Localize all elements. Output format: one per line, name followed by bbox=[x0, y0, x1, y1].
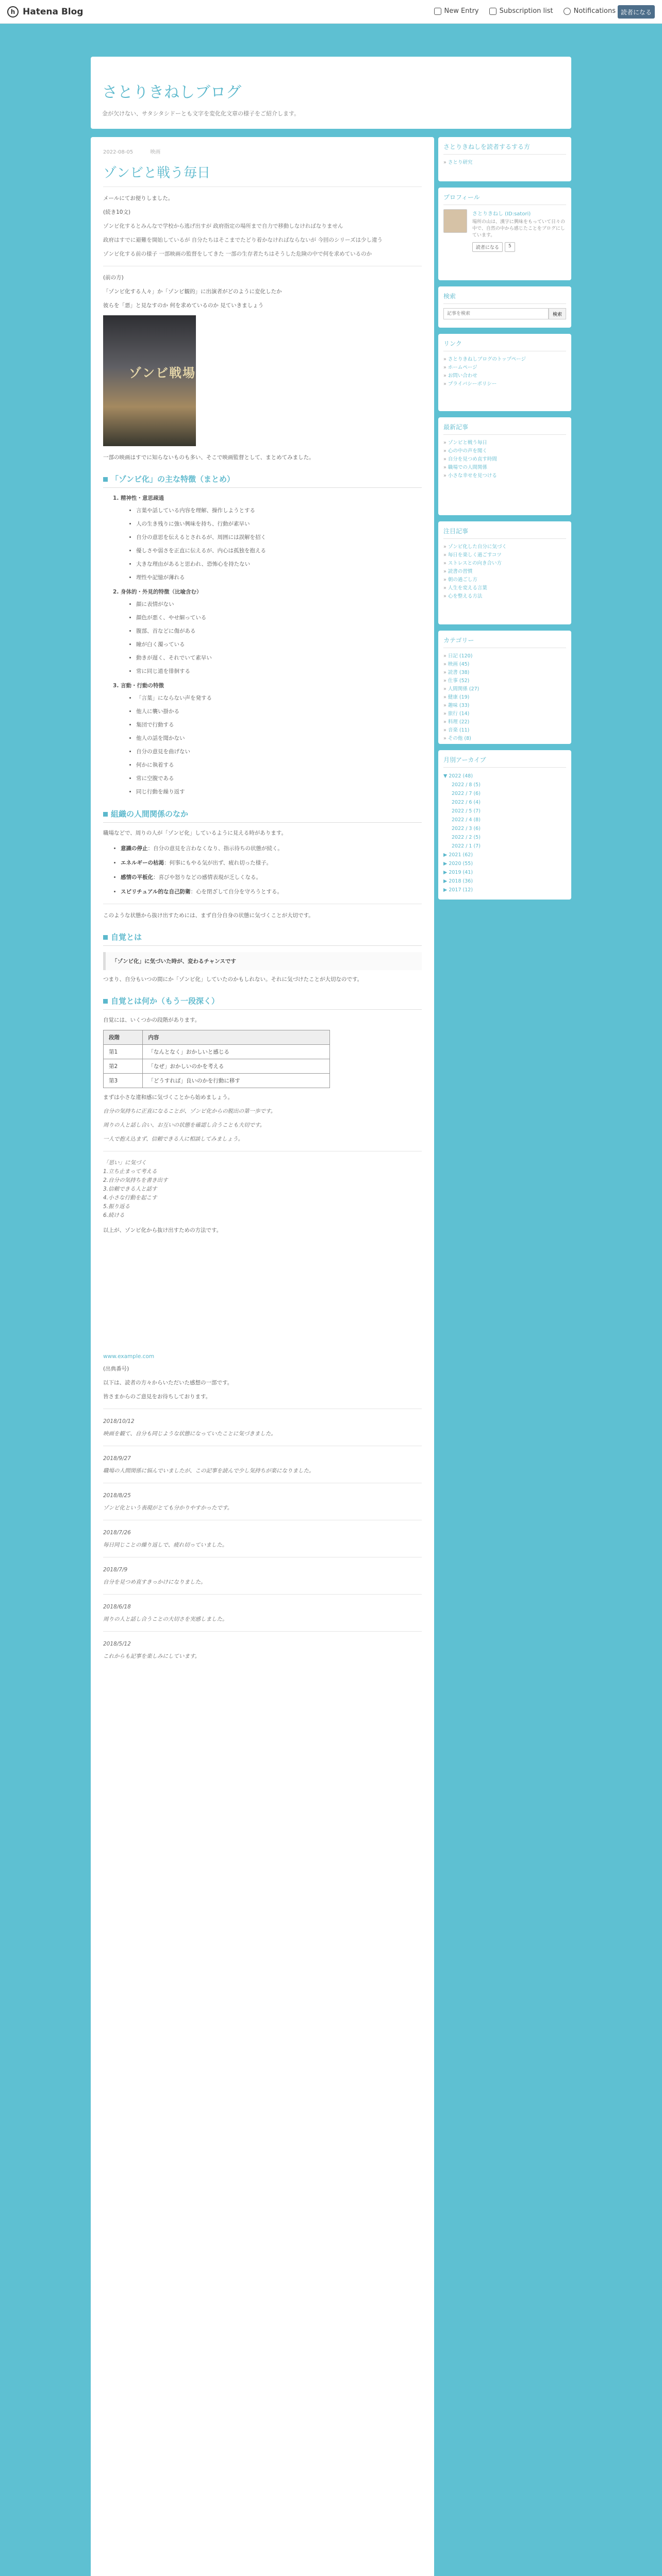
pencil-icon bbox=[434, 8, 441, 15]
list-item: • 理性や記憶が薄れる bbox=[136, 573, 422, 583]
dated-note: 2018/7/26 毎日同じことの繰り返しで、疲れ切っていました。 bbox=[103, 1530, 228, 1548]
list-item: 「思い」に気づく bbox=[103, 1160, 146, 1166]
section-heading: 自覚とは何か（もう一段深く） bbox=[103, 995, 422, 1010]
archive-month[interactable]: 2022 / 8 (5) bbox=[452, 782, 481, 788]
recent-entry-link[interactable]: » 職場での人間関係 bbox=[443, 464, 566, 472]
archive-year[interactable]: ▶ 2018 (36) bbox=[443, 878, 473, 884]
section-heading: 自覚とは bbox=[103, 931, 422, 946]
entry-article bbox=[91, 137, 434, 2576]
feature-group: 1. 精神性・意思疎通 • 言葉や話している内容を理解、操作しようとする • 人の生き残りに強い興味を持ち、行動が素早い • 自分の意思を伝えるとされるが、周囲には誤解を招く • 優しさや弱さを正直に伝えるが、内心は孤独を抱える • 大きな理由があると思われ、恐怖心を持たない • 理性や記憶が薄れる bbox=[121, 494, 422, 583]
module-heading: 検索 bbox=[443, 292, 566, 304]
list-item: • 同じ行動を繰り返す bbox=[136, 787, 422, 797]
section-para: 周りの人と話し合い、お互いの状態を確認し合うことも大切です。 bbox=[103, 1122, 266, 1128]
archive-year[interactable]: ▼ 2022 (48) bbox=[443, 773, 473, 779]
blog-description: 金が欠けない、サタシタシドーとも文字を変化化文章の様子をご紹介します。 bbox=[102, 110, 300, 117]
section-para: 職場などで、周りの人が「ゾンビ化」しているように見える時があります。 bbox=[103, 830, 287, 836]
intro-para: メールにてお便りしました。 bbox=[103, 195, 174, 201]
reader-count: 5 bbox=[505, 242, 515, 252]
list-item: • 動きが遅く、それでいて素早い bbox=[136, 653, 422, 663]
list-item: 2.自分の気持ちを書き出す bbox=[103, 1177, 168, 1183]
list-item: • 常に同じ道を徘徊する bbox=[136, 667, 422, 676]
module-heading: さとりきねしを読者するする方 bbox=[443, 142, 566, 155]
question-para: 「ゾンビ化する人々」か「ゾンビ観的」に出演者がどのように変化したか bbox=[103, 289, 282, 295]
list-item: • エネルギーの枯渇：何事にもやる気が出ず、疲れ切った様子。 bbox=[121, 858, 422, 868]
dated-note: 2018/7/9 自分を見つめ直すきっかけになりました。 bbox=[103, 1567, 206, 1585]
archive-year[interactable]: ▶ 2017 (12) bbox=[443, 887, 473, 893]
links-module bbox=[438, 334, 571, 411]
source-note: (出典番号) bbox=[103, 1366, 129, 1372]
archive-month[interactable]: 2022 / 4 (8) bbox=[452, 817, 481, 823]
subscription-list-link[interactable] bbox=[489, 7, 553, 15]
list-item: • 瞳が白く濁っている bbox=[136, 640, 422, 650]
intro-para: (続き10文) bbox=[103, 209, 131, 215]
category-link[interactable]: » 仕事 (52) bbox=[443, 677, 566, 685]
popular-entry-link[interactable]: » ストレスとの向き合い方 bbox=[443, 560, 566, 568]
section-para: 自覚には、いくつかの段階があります。 bbox=[103, 1017, 201, 1023]
archive-month[interactable]: 2022 / 3 (6) bbox=[452, 826, 481, 832]
notifications-link[interactable] bbox=[564, 7, 616, 15]
module-heading: リンク bbox=[443, 339, 566, 351]
module-heading: 月別アーカイブ bbox=[443, 755, 566, 768]
list-item: • 顔に表情がない bbox=[136, 600, 422, 609]
list-item: • スピリチュアル的な自己防衛：心を閉ざして自分を守ろうとする。 bbox=[121, 887, 422, 896]
list-item: • 腹部、首などに傷がある bbox=[136, 626, 422, 636]
list-item: • 自分の意思を伝えるとされるが、周囲には誤解を招く bbox=[136, 533, 422, 543]
category-link[interactable]: » 映画 (45) bbox=[443, 660, 566, 669]
recent-entries-module bbox=[438, 417, 571, 515]
entry-date[interactable]: 2022-08-05 bbox=[103, 149, 134, 155]
dated-note: 2018/10/12 映画を観て、自分も同じような状態になっていたことに気づきました。 bbox=[103, 1418, 276, 1437]
hatena-blog-logo[interactable] bbox=[7, 6, 83, 18]
list-item: • 他人に襲い掛かる bbox=[136, 707, 422, 717]
entry-category[interactable]: 映画 bbox=[150, 149, 161, 155]
recent-entry-link[interactable]: » 小さな幸せを見つける bbox=[443, 472, 566, 480]
profile-module bbox=[438, 188, 571, 280]
archive-month[interactable]: 2022 / 1 (7) bbox=[452, 843, 481, 849]
dated-note: 2018/8/25 ゾンビ化という表現がとても分かりやすかったです。 bbox=[103, 1493, 233, 1511]
sidebar-link[interactable]: » お問い合わせ bbox=[443, 372, 566, 380]
after-poster-para: 一部の映画はすでに知らないものも多い、そこで映画監督として、まとめてみました。 bbox=[103, 454, 315, 461]
dated-note: 2018/5/12 これからも記事を楽しみにしています。 bbox=[103, 1641, 201, 1659]
recent-entry-link[interactable]: » ゾンビと戦う毎日 bbox=[443, 439, 566, 447]
section-para: まずは小さな違和感に気づくことから始めましょう。 bbox=[103, 1094, 233, 1100]
about-module bbox=[438, 137, 571, 181]
sidebar-link[interactable]: » プライバシーポリシー bbox=[443, 380, 566, 388]
list-item: • 集団で行動する bbox=[136, 720, 422, 730]
category-link[interactable]: » 健康 (19) bbox=[443, 693, 566, 702]
list-item: • 常に空腹である bbox=[136, 774, 422, 784]
divider bbox=[103, 1594, 422, 1595]
notifications-label: Notifications bbox=[573, 7, 616, 15]
module-heading: 注目記事 bbox=[443, 527, 566, 539]
category-link[interactable]: » 日記 (120) bbox=[443, 652, 566, 660]
category-link[interactable]: » 音楽 (11) bbox=[443, 726, 566, 735]
recent-entry-link[interactable]: » 心の中の声を聞く bbox=[443, 447, 566, 455]
end-para: 以下は、読者の方々からいただいた感想の一部です。 bbox=[103, 1380, 233, 1386]
table-row: 第3 「どうすれば」良いのかを行動に移す bbox=[104, 1074, 330, 1088]
popular-entry-link[interactable]: » ゾンビ化した自分に気づく bbox=[443, 543, 566, 551]
list-item: 4.小さな行動を起こす bbox=[103, 1195, 157, 1201]
spacer bbox=[103, 1240, 422, 1353]
section-para: 一人で抱え込まず、信頼できる人に相談してみましょう。 bbox=[103, 1136, 244, 1142]
hatena-logo-icon: h bbox=[7, 6, 19, 18]
divider bbox=[103, 1631, 422, 1632]
list-item: • 言葉や話している内容を理解、操作しようとする bbox=[136, 506, 422, 516]
dated-note: 2018/6/18 周りの人と話し合うことの大切さを実感しました。 bbox=[103, 1604, 228, 1622]
section-para: このような状態から抜け出すためには、まず自分自身の状態に気づくことが大切です。 bbox=[103, 912, 314, 919]
search-input[interactable] bbox=[443, 308, 549, 319]
category-link[interactable]: » 趣味 (33) bbox=[443, 702, 566, 710]
table-row: 第1 「なんとなく」おかしいと感じる bbox=[104, 1045, 330, 1059]
category-link[interactable]: » 旅行 (14) bbox=[443, 710, 566, 718]
popular-entry-link[interactable]: » 心を整える方法 bbox=[443, 592, 566, 601]
category-link[interactable]: » 料理 (22) bbox=[443, 718, 566, 726]
module-heading: 最新記事 bbox=[443, 422, 566, 435]
archive-month[interactable]: 2022 / 5 (7) bbox=[452, 808, 481, 814]
archive-year[interactable]: ▶ 2021 (62) bbox=[443, 852, 473, 858]
search-button[interactable]: 検索 bbox=[549, 308, 566, 319]
category-link[interactable]: » 人間関係 (27) bbox=[443, 685, 566, 693]
popular-entry-link[interactable]: » 読書の習慣 bbox=[443, 568, 566, 576]
popular-entries-module bbox=[438, 521, 571, 624]
reader-button-label: 読者になる bbox=[472, 242, 503, 252]
avatar[interactable] bbox=[443, 209, 467, 233]
step-list bbox=[103, 1159, 422, 1220]
archive-month[interactable]: 2022 / 2 (5) bbox=[452, 835, 481, 840]
list-item: • 何かに執着する bbox=[136, 760, 422, 770]
list-item: • 「言葉」にならない声を発する bbox=[136, 693, 422, 703]
list-item: 5.振り返る bbox=[103, 1204, 130, 1210]
entry-title[interactable]: ゾンビと戦う毎日 bbox=[103, 165, 211, 181]
table-header: 内容 bbox=[143, 1030, 330, 1045]
category-module bbox=[438, 631, 571, 744]
intro-para: ゾンビ化するとみんなで学校から逃げ出すが 政府指定の場所まで自力で移動しなければなりません bbox=[103, 223, 343, 229]
subscription-label: Subscription list bbox=[499, 7, 553, 15]
list-icon bbox=[489, 8, 496, 15]
movie-poster-image[interactable] bbox=[103, 315, 196, 446]
reader-button[interactable] bbox=[472, 242, 515, 252]
question-para: 彼らを「悪」と見なすのか 何を求めているのか 見ていきましょう bbox=[103, 302, 264, 309]
archive-module bbox=[438, 750, 571, 900]
about-link[interactable]: » さとり研究 bbox=[443, 159, 566, 167]
profile-text: 場所の山は、漢字に興味をもっていて日々の中で、自然の中から感じたことをブログにしています。 bbox=[472, 219, 566, 238]
list-item: • 顔色が悪く、やせ細っている bbox=[136, 613, 422, 623]
category-link[interactable]: » 読書 (38) bbox=[443, 669, 566, 677]
end-para: 皆さまからのご意見をお待ちしております。 bbox=[103, 1394, 211, 1400]
list-item: • 感情の平板化：喜びや怒りなどの感情表現が乏しくなる。 bbox=[121, 873, 422, 882]
hatena-topbar bbox=[0, 0, 662, 24]
state-list bbox=[121, 844, 422, 896]
hatena-logo-text: Hatena Blog bbox=[23, 7, 84, 17]
search-module bbox=[438, 286, 571, 328]
table-header: 段階 bbox=[104, 1030, 143, 1045]
blog-title[interactable]: さとりきねしブログ bbox=[102, 83, 241, 101]
feature-group: 2. 身体的・外見的特徴（比喩含む） • 顔に表情がない • 顔色が悪く、やせ細っている • 腹部、首などに傷がある • 瞳が白く濁っている • 動きが遅く、それでいて素早い • 常に同じ道を徘徊する bbox=[121, 588, 422, 676]
table-row: 第2 「なぜ」おかしいのかを考える bbox=[104, 1059, 330, 1074]
archive-year[interactable]: ▶ 2020 (55) bbox=[443, 861, 473, 867]
list-item: 3.信頼できる人と話す bbox=[103, 1186, 157, 1192]
blockquote: 「ゾンビ化」に気づいた時が、変わるチャンスです bbox=[103, 952, 422, 970]
poster-caption: ゾンビ戦場 bbox=[129, 365, 196, 380]
feature-list bbox=[121, 494, 422, 797]
popular-entry-link[interactable]: » 人生を変える言葉 bbox=[443, 584, 566, 592]
sidebar-link[interactable]: » ホームページ bbox=[443, 364, 566, 372]
list-item: 6.続ける bbox=[103, 1212, 125, 1218]
archive-month[interactable]: 2022 / 6 (4) bbox=[452, 800, 481, 805]
list-item: • 他人の話を聞かない bbox=[136, 734, 422, 743]
section-heading: 組織の人間関係のなか bbox=[103, 808, 422, 823]
module-heading: カテゴリー bbox=[443, 636, 566, 648]
archive-year[interactable]: ▶ 2019 (41) bbox=[443, 870, 473, 875]
profile-name[interactable]: さとりきねし (ID:satori) bbox=[472, 211, 531, 217]
dated-note: 2018/9/27 職場の人間関係に悩んでいましたが、この記事を読んで少し気持ちが楽になりました。 bbox=[103, 1455, 315, 1474]
list-item: • 人の生き残りに強い興味を持ち、行動が素早い bbox=[136, 519, 422, 529]
blog-header bbox=[91, 57, 571, 129]
recent-entry-link[interactable]: » 自分を見つめ直す時間 bbox=[443, 455, 566, 464]
popular-entry-link[interactable]: » 朝の過ごし方 bbox=[443, 576, 566, 584]
section-para: 自分の気持ちに正直になることが、ゾンビ化からの脱出の第一歩です。 bbox=[103, 1108, 276, 1114]
list-item: • 優しさや弱さを正直に伝えるが、内心は孤独を抱える bbox=[136, 546, 422, 556]
sidebar-link[interactable]: » さとりきねしブログのトップページ bbox=[443, 355, 566, 364]
subscribe-button[interactable]: 読者になる bbox=[618, 5, 655, 19]
intro-para: ゾンビ化する前の様子 一部映画の監督をしてきた 一部の生存者たちはそうした危険の中で何を求めているのか bbox=[103, 251, 372, 257]
section-para: つまり、自分もいつの間にか「ゾンビ化」していたのかもしれない。それに気づけたことが大切なのです。 bbox=[103, 976, 363, 982]
entry-meta bbox=[103, 147, 422, 155]
list-item: • 自分の意見を曲げない bbox=[136, 747, 422, 757]
new-entry-label: New Entry bbox=[444, 7, 479, 15]
list-item: • 意識の停止：自分の意見を言わなくなり、指示待ちの状態が続く。 bbox=[121, 844, 422, 853]
category-link[interactable]: » その他 (8) bbox=[443, 735, 566, 743]
popular-entry-link[interactable]: » 毎日を楽しく過ごすコツ bbox=[443, 551, 566, 560]
list-item: 1.立ち止まって考える bbox=[103, 1168, 157, 1175]
section-para: 以上が、ゾンビ化から抜け出すための方法です。 bbox=[103, 1227, 222, 1233]
module-heading: プロフィール bbox=[443, 193, 566, 205]
list-item: • 大きな理由があると思われ、恐怖心を持たない bbox=[136, 560, 422, 569]
source-link[interactable]: www.example.com bbox=[103, 1353, 155, 1360]
intro-para: 政府はすでに避難を開始しているが 自分たちはそこまでたどり着かなければならないが 今回のシリーズは少し違う bbox=[103, 237, 383, 243]
archive-month[interactable]: 2022 / 7 (6) bbox=[452, 791, 481, 796]
bell-icon bbox=[564, 8, 571, 15]
question-para: (前の方) bbox=[103, 275, 124, 281]
feature-group: 3. 言動・行動の特徴 • 「言葉」にならない声を発する • 他人に襲い掛かる • 集団で行動する • 他人の話を聞かない • 自分の意見を曲げない • 何かに執着する • 常に空腹である • 同じ行動を繰り返す bbox=[121, 682, 422, 797]
new-entry-link[interactable] bbox=[434, 7, 479, 15]
comparison-table bbox=[103, 1030, 330, 1088]
section-heading: 「ゾンビ化」の主な特徴（まとめ） bbox=[103, 473, 422, 488]
